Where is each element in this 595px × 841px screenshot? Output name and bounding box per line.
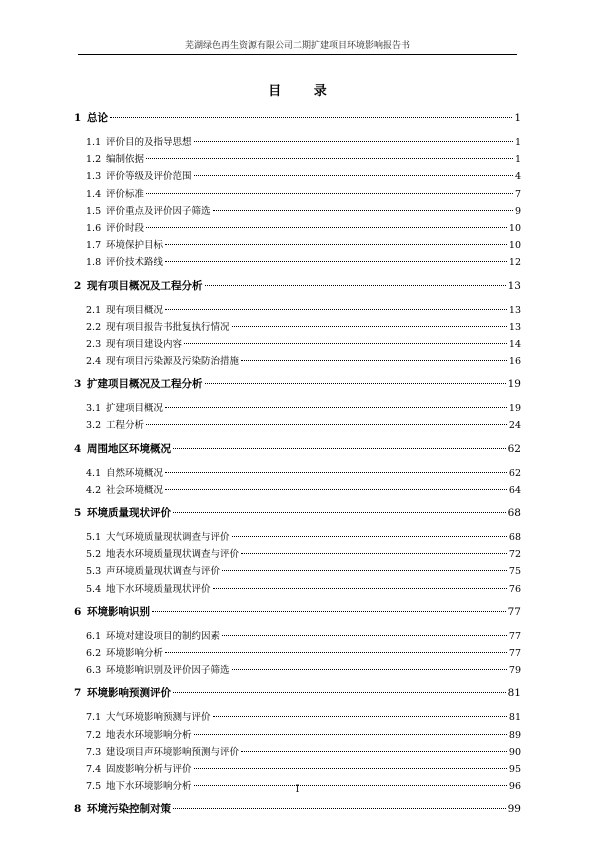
- leader-dots: [194, 175, 513, 176]
- leader-dots: [205, 383, 506, 384]
- section-page-number: 10: [508, 240, 521, 252]
- section-title: 建设项目声环境影响预测与评价: [106, 746, 240, 758]
- section-page-number: 24: [508, 420, 521, 432]
- section-number: 7.3: [86, 746, 102, 758]
- section-page-number: 89: [508, 729, 521, 741]
- toc-section-entry[interactable]: [74, 237, 521, 254]
- section-title: 现有项目污染源及污染防治措施: [106, 356, 240, 368]
- toc-title: 目 录: [268, 84, 341, 99]
- toc-section-entry[interactable]: [74, 336, 521, 353]
- leader-dots: [213, 716, 507, 717]
- toc-section-entry[interactable]: [74, 546, 521, 563]
- toc-section-entry[interactable]: [74, 319, 521, 336]
- toc-section-entry[interactable]: [74, 134, 521, 151]
- section-number: 6.1: [86, 630, 102, 642]
- leader-dots: [152, 611, 506, 612]
- leader-dots: [241, 553, 507, 554]
- chapter-page-number: 68: [507, 507, 521, 519]
- leader-dots: [165, 489, 507, 490]
- running-header: 芜湖绿色再生资源有限公司二期扩建项目环境影响报告书: [184, 41, 410, 51]
- leader-dots: [241, 360, 507, 361]
- leader-dots: [232, 669, 507, 670]
- chapter-page-number: 62: [507, 442, 521, 455]
- section-number: 4.2: [86, 484, 102, 496]
- section-number: 3.2: [86, 420, 102, 432]
- leader-dots: [165, 309, 507, 310]
- leader-dots: [165, 244, 507, 245]
- section-title: 扩建项目概况: [106, 403, 164, 415]
- section-title: 环境影响分析: [106, 647, 164, 659]
- chapter-page-number: 19: [507, 378, 521, 391]
- section-number: 1.7: [86, 240, 102, 252]
- section-number: 5.2: [86, 549, 102, 561]
- section-title: 现有项目建设内容: [106, 338, 183, 350]
- section-number: 1.3: [86, 171, 102, 183]
- toc-section-entry[interactable]: [74, 465, 521, 482]
- chapter-title: 周围地区环境概况: [87, 442, 171, 455]
- section-page-number: 95: [508, 763, 521, 775]
- section-number: 1.6: [86, 222, 102, 234]
- chapter-title: 环境影响预测评价: [87, 687, 171, 700]
- section-page-number: 77: [508, 647, 521, 659]
- section-number: 7.2: [86, 729, 102, 741]
- leader-dots: [165, 472, 507, 473]
- section-number: 6.3: [86, 665, 102, 677]
- chapter-title: 扩建项目概况及工程分析: [87, 378, 203, 391]
- leader-dots: [110, 117, 512, 118]
- section-title: 评价时段: [106, 222, 145, 234]
- leader-dots: [232, 536, 507, 537]
- section-title: 评价等级及评价范围: [106, 171, 192, 183]
- section-number: 1.5: [86, 205, 102, 217]
- toc-section-entry[interactable]: [74, 186, 521, 203]
- section-number: 7.4: [86, 763, 102, 775]
- section-number: 1.8: [86, 257, 102, 269]
- leader-dots: [205, 285, 506, 286]
- chapter-title: 总论: [87, 112, 108, 124]
- section-number: 1.1: [86, 137, 102, 148]
- section-title: 评价标准: [106, 188, 145, 200]
- toc-section-entry[interactable]: [74, 302, 521, 319]
- section-number: 7.5: [86, 781, 102, 793]
- chapter-page-number: 81: [507, 687, 521, 700]
- leader-dots: [173, 692, 506, 693]
- section-page-number: 64: [508, 484, 521, 496]
- toc-section-entry[interactable]: [74, 220, 521, 237]
- leader-dots: [146, 193, 513, 194]
- section-page-number: 77: [508, 630, 521, 642]
- table-of-contents: [74, 108, 521, 825]
- chapter-page-number: 99: [507, 803, 521, 816]
- section-title: 社会环境概况: [106, 484, 164, 496]
- section-title: 评价技术路线: [106, 257, 164, 269]
- leader-dots: [146, 227, 507, 228]
- leader-dots: [146, 158, 513, 159]
- section-title: 固废影响分析与评价: [106, 763, 192, 775]
- toc-section-entry[interactable]: [74, 662, 521, 679]
- section-page-number: 72: [508, 549, 521, 561]
- toc-section-entry[interactable]: [74, 529, 521, 546]
- toc-chapter-entry[interactable]: [74, 602, 521, 622]
- toc-chapter-entry[interactable]: [74, 503, 521, 523]
- chapter-number: 8: [74, 803, 82, 816]
- toc-section-entry[interactable]: [74, 254, 521, 271]
- toc-section-entry[interactable]: [74, 563, 521, 580]
- leader-dots: [213, 210, 513, 211]
- header-rule: [78, 54, 517, 55]
- section-title: 环境影响识别及评价因子筛选: [106, 665, 230, 677]
- leader-dots: [232, 326, 507, 327]
- section-page-number: 76: [508, 583, 521, 595]
- chapter-title: 环境影响识别: [87, 605, 150, 618]
- section-title: 大气环境质量现状调查与评价: [106, 532, 230, 543]
- leader-dots: [194, 768, 507, 769]
- section-page-number: 68: [508, 532, 521, 543]
- leader-dots: [241, 751, 507, 752]
- leader-dots: [213, 588, 507, 589]
- toc-chapter-entry[interactable]: [74, 276, 521, 296]
- section-page-number: 13: [508, 321, 521, 333]
- section-page-number: 81: [508, 712, 521, 724]
- section-number: 5.4: [86, 583, 102, 595]
- section-page-number: 19: [508, 403, 521, 415]
- toc-section-entry[interactable]: [74, 744, 521, 761]
- section-number: 6.2: [86, 647, 102, 659]
- section-page-number: 7: [514, 188, 521, 200]
- chapter-page-number: 1: [514, 112, 521, 124]
- page-number: I: [295, 784, 300, 795]
- chapter-number: 6: [74, 605, 82, 618]
- section-page-number: 79: [508, 665, 521, 677]
- section-page-number: 9: [514, 205, 521, 217]
- toc-section-entry[interactable]: [74, 581, 521, 598]
- toc-chapter-entry[interactable]: [74, 799, 521, 819]
- toc-section-entry[interactable]: [74, 628, 521, 645]
- section-title: 声环境质量现状调查与评价: [106, 566, 221, 578]
- section-title: 地表水环境质量现状调查与评价: [106, 549, 240, 561]
- leader-dots: [173, 448, 506, 449]
- chapter-title: 环境质量现状评价: [87, 507, 171, 519]
- section-page-number: 13: [508, 304, 521, 316]
- section-title: 现有项目概况: [106, 304, 164, 316]
- section-title: 环境保护目标: [106, 240, 164, 252]
- section-number: 4.1: [86, 467, 102, 479]
- chapter-number: 5: [74, 507, 82, 519]
- section-page-number: 90: [508, 746, 521, 758]
- toc-chapter-entry[interactable]: [74, 108, 521, 128]
- toc-section-entry[interactable]: [74, 709, 521, 726]
- section-page-number: 16: [508, 356, 521, 368]
- section-number: 7.1: [86, 712, 102, 724]
- leader-dots: [184, 343, 507, 344]
- chapter-page-number: 13: [507, 279, 521, 292]
- section-number: 1.2: [86, 154, 102, 166]
- toc-section-entry[interactable]: [74, 400, 521, 417]
- section-title: 评价目的及指导思想: [106, 137, 192, 148]
- section-number: 2.2: [86, 321, 102, 333]
- section-number: 2.1: [86, 304, 102, 316]
- chapter-number: 3: [74, 378, 82, 391]
- toc-section-entry[interactable]: [74, 151, 521, 168]
- section-number: 2.3: [86, 338, 102, 350]
- leader-dots: [165, 407, 507, 408]
- section-number: 1.4: [86, 188, 102, 200]
- section-title: 自然环境概况: [106, 467, 164, 479]
- leader-dots: [165, 652, 507, 653]
- section-title: 评价重点及评价因子筛选: [106, 205, 211, 217]
- toc-section-entry[interactable]: [74, 761, 521, 778]
- chapter-number: 4: [74, 442, 82, 455]
- section-title: 地表水环境影响分析: [106, 729, 192, 741]
- leader-dots: [173, 512, 506, 513]
- toc-chapter-entry[interactable]: [74, 374, 521, 394]
- leader-dots: [194, 141, 513, 142]
- section-title: 现有项目报告书批复执行情况: [106, 321, 230, 333]
- chapter-title: 现有项目概况及工程分析: [87, 279, 203, 292]
- leader-dots: [146, 424, 507, 425]
- leader-dots: [194, 734, 507, 735]
- section-page-number: 10: [508, 222, 521, 234]
- section-number: 5.3: [86, 566, 102, 578]
- section-page-number: 4: [514, 171, 521, 183]
- leader-dots: [173, 808, 506, 809]
- section-page-number: 1: [514, 137, 521, 148]
- toc-section-entry[interactable]: [74, 645, 521, 662]
- section-title: 地下水环境影响分析: [106, 781, 192, 793]
- section-number: 3.1: [86, 403, 102, 415]
- section-number: 5.1: [86, 532, 102, 543]
- section-page-number: 62: [508, 467, 521, 479]
- toc-section-entry[interactable]: [74, 482, 521, 499]
- toc-chapter-entry[interactable]: [74, 439, 521, 459]
- section-title: 环境对建设项目的制约因素: [106, 630, 221, 642]
- section-number: 2.4: [86, 356, 102, 368]
- toc-section-entry[interactable]: [74, 417, 521, 434]
- section-page-number: 1: [514, 154, 521, 166]
- chapter-title: 环境污染控制对策: [87, 803, 171, 816]
- section-page-number: 75: [508, 566, 521, 578]
- section-title: 编制依据: [106, 154, 145, 166]
- toc-chapter-entry[interactable]: [74, 683, 521, 703]
- section-title: 大气环境影响预测与评价: [106, 712, 211, 724]
- section-page-number: 14: [508, 338, 521, 350]
- leader-dots: [222, 635, 507, 636]
- section-title: 地下水环境质量现状评价: [106, 583, 211, 595]
- chapter-number: 7: [74, 687, 82, 700]
- chapter-page-number: 77: [507, 605, 521, 618]
- leader-dots: [222, 570, 507, 571]
- toc-section-entry[interactable]: [74, 727, 521, 744]
- section-page-number: 12: [508, 257, 521, 269]
- chapter-number: 2: [74, 279, 82, 292]
- toc-section-entry[interactable]: [74, 168, 521, 185]
- leader-dots: [165, 261, 507, 262]
- section-page-number: 96: [508, 781, 521, 793]
- section-title: 工程分析: [106, 420, 145, 432]
- toc-section-entry[interactable]: [74, 203, 521, 220]
- chapter-number: 1: [74, 112, 82, 124]
- toc-section-entry[interactable]: [74, 353, 521, 370]
